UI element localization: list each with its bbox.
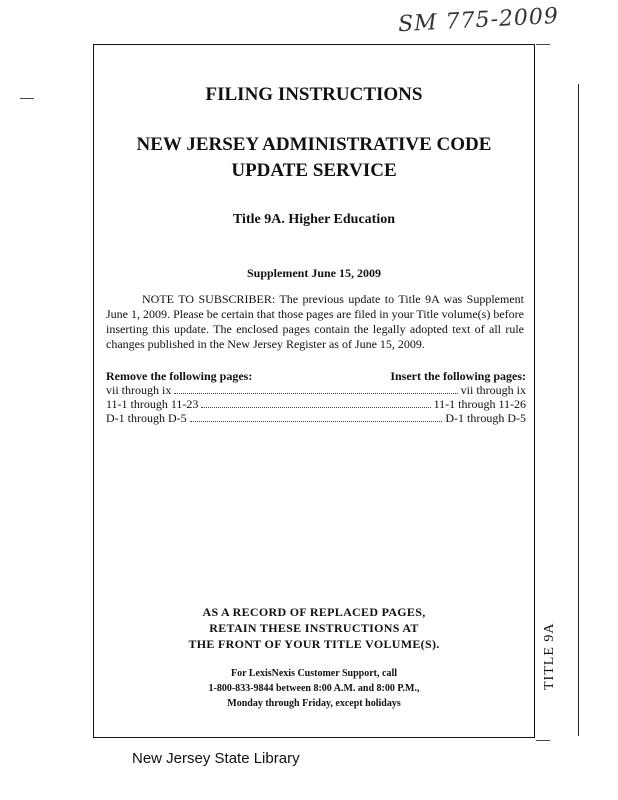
pages-table xyxy=(106,369,526,425)
customer-support xyxy=(93,666,535,711)
table-row xyxy=(106,383,526,397)
record-line-1: AS A RECORD OF REPLACED PAGES, xyxy=(202,605,426,619)
dot-leader xyxy=(201,407,430,408)
handwritten-note: SM 775-2009 xyxy=(397,3,560,38)
scan-mark xyxy=(536,740,550,741)
spine-label: TITLE 9A xyxy=(542,622,557,690)
record-instructions xyxy=(93,604,535,652)
right-margin-line xyxy=(578,84,579,736)
support-line-3: Monday through Friday, except holidays xyxy=(227,698,401,709)
heading: FILING INSTRUCTIONS xyxy=(205,84,423,105)
record-line-2: RETAIN THESE INSTRUCTIONS AT xyxy=(209,621,419,635)
subscriber-note: NOTE TO SUBSCRIBER: The previous update to Title 9A was Supplement June 1, 2009. Please be certain that those pages are filed in your Title volume(s) before inserting this update. The enclosed pages contain the legally adopted text of all rule changes published in the New Jersey Register as of June 15, 2009. xyxy=(106,292,524,351)
remove-header: Remove the following pages: xyxy=(106,369,253,383)
dot-leader xyxy=(174,393,457,394)
remove-pages: 11-1 through 11-23 xyxy=(106,397,199,411)
record-line-3: THE FRONT OF YOUR TITLE VOLUME(S). xyxy=(188,637,440,651)
support-line-1: For LexisNexis Customer Support, call xyxy=(230,668,397,679)
remove-pages: D-1 through D-5 xyxy=(106,411,187,425)
pages-table-header xyxy=(106,369,526,383)
subheading-line-1: NEW JERSEY ADMINISTRATIVE CODE xyxy=(136,134,492,155)
remove-pages: vii through ix xyxy=(106,383,172,397)
supplement-date: Supplement June 15, 2009 xyxy=(246,266,382,280)
table-row xyxy=(106,397,526,411)
insert-pages: vii through ix xyxy=(460,383,526,397)
subheading xyxy=(93,132,535,184)
footer-library-label: New Jersey State Library xyxy=(132,750,300,767)
insert-header: Insert the following pages: xyxy=(390,369,526,383)
table-row xyxy=(106,411,526,425)
title-line: Title 9A. Higher Education xyxy=(232,212,396,227)
subheading-line-2: UPDATE SERVICE xyxy=(231,160,397,181)
scan-mark xyxy=(536,44,550,45)
support-line-2: 1-800-833-9844 between 8:00 A.M. and 8:00 P.M., xyxy=(208,683,420,694)
dot-leader xyxy=(190,421,443,422)
insert-pages: 11-1 through 11-26 xyxy=(433,397,526,411)
insert-pages: D-1 through D-5 xyxy=(445,411,526,425)
scan-mark xyxy=(20,98,34,99)
